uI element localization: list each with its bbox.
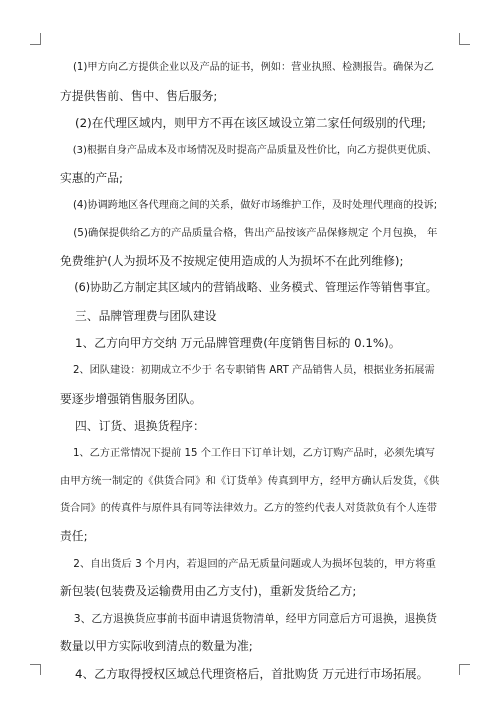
order-line-4: 责任; <box>60 529 88 544</box>
clause-1-line-2: 方提供售前、售中、售后服务; <box>60 88 218 103</box>
return-line-1: 2、自出货后 3 个月内，若退回的产品无质量问题或人为损坏包装的，甲方将重 <box>60 557 436 570</box>
return-line-2: 新包装(包装费及运输费用由乙方支付)，重新发货给乙方; <box>60 584 357 599</box>
clause-1-line-1: (1)甲方向乙方提供企业以及产品的证书，例如：营业执照、检测报告。确保为乙 <box>60 62 434 73</box>
order-line-1: 1、乙方正常情况下提前 15 个工作日下订单计划，乙方订购产品时，必须先填写 <box>60 447 436 459</box>
exchange-line-1: 3、乙方退换货应事前书面申请退货物清单，经甲方同意后方可退换，退换货 <box>60 611 437 625</box>
fee-line-1: 1、乙方向甲方交纳 万元品牌管理费(年度销售目标的 0.1%)。 <box>60 336 401 351</box>
clause-5-line-1: (5)确保提供给乙方的产品质量合格，售出产品按该产品保修规定 个月包换， 年 <box>60 227 438 240</box>
section-3-heading: 三、品牌管理费与团队建设 <box>60 308 217 323</box>
order-line-2: 由甲方统一制定的《供货合同》和《订货单》传真到甲方，经甲方确认后发货，《供 <box>60 475 440 488</box>
clause-3-line-2: 实惠的产品; <box>60 171 123 186</box>
clause-4-line-1: (4)协调跨地区各代理商之间的关系，做好市场维护工作，及时处理代理商的投诉; <box>60 199 438 211</box>
team-line-2: 要逐步增强销售服务团队。 <box>60 391 202 406</box>
team-line-1: 2、团队建设：初期成立不少于 名专职销售 ART 产品销售人员，根据业务拓展需 <box>60 365 435 376</box>
clause-2-line-1: (2)在代理区域内，则甲方不再在该区域设立第二家任何级别的代理; <box>60 116 426 131</box>
clause-6-line-1: (6)协助乙方制定其区域内的营销战略、业务模式、管理运作等销售事宜。 <box>60 281 437 295</box>
order-line-3: 货合同》的传真件与原件具有同等法律效力。乙方的签约代表人对货款负有个人连带 <box>60 502 437 514</box>
section-4-heading: 四、订货、退换货程序： <box>60 419 205 434</box>
clause-5-line-2: 免费维护(人为损坏及不按规定使用造成的人为损坏不在此列维修); <box>60 253 404 268</box>
first-order-line: 4、乙方取得授权区域总代理资格后，首批购货 万元进行市场拓展。 <box>60 667 429 681</box>
clause-3-line-1: (3)根据自身产品成本及市场情况及时提高产品质量及性价比，向乙方提供更优质、 <box>60 144 437 156</box>
exchange-line-2: 数量以甲方实际收到清点的数量为准; <box>60 639 253 654</box>
